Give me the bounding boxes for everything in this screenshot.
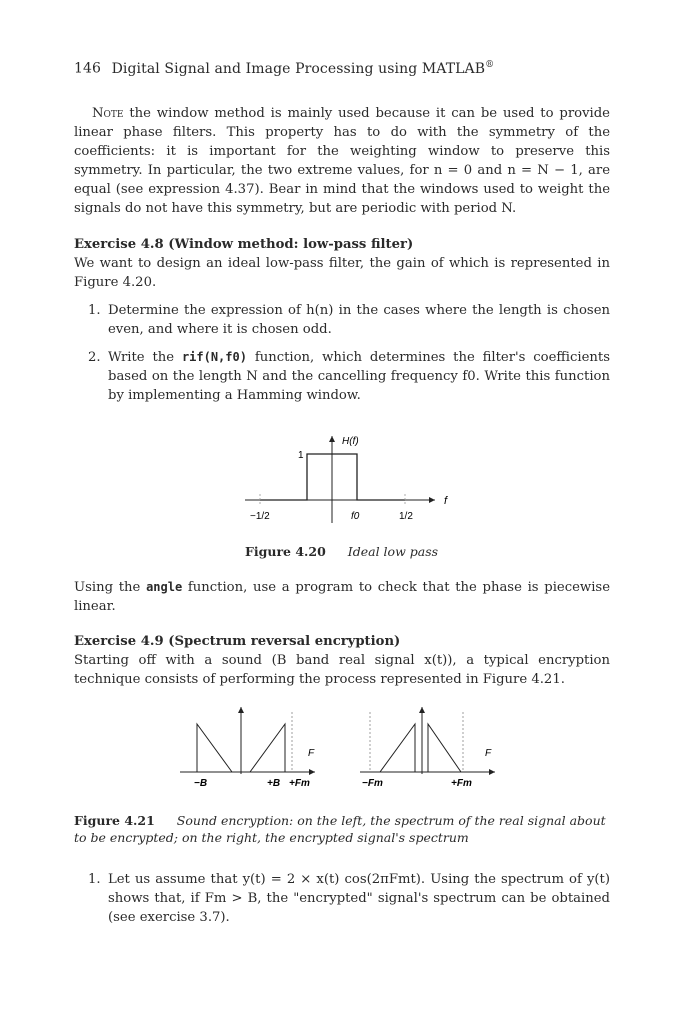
exercise-4-9-title: Exercise 4.9 (Spectrum reversal encryption): [74, 634, 401, 649]
right-label-f: F: [485, 748, 492, 759]
list-item: 1. Determine the expression of h(n) in the cases where the length is chosen even, and where it is chosen odd.: [88, 303, 610, 337]
figure-4-21-caption: Figure 4.21 Sound encryption: on the left, the spectrum of the real signal about to be encrypted; on the right, the encrypted signal's spectrum: [74, 813, 606, 845]
note-text: the window method is mainly used because it can be used to provide linear phase filters. This property has to do with the symmetry of the coefficients: it is important for the weighting window to preserve this symmetry. In particular, the two extreme values, for n = 0 and n = N − 1, are equal (see expression 4.37). Bear in mind that the windows used to weight the signals do not have this symmetry, but are periodic with period N.: [74, 106, 610, 216]
book-title: Digital Signal and Image Processing using MATLAB: [111, 60, 486, 77]
label-right-minus-fm: −Fm: [362, 778, 383, 789]
left-label-f: F: [308, 748, 315, 759]
exercise-4-8-list: [74, 301, 610, 405]
left-triangle-negative: [197, 724, 232, 772]
running-header: [74, 60, 494, 77]
exercise-4-8-title: Exercise 4.8 (Window method: low-pass filter): [74, 237, 414, 252]
label-minus-half: −1/2: [250, 511, 270, 522]
label-hf: H(f): [342, 436, 359, 447]
right-triangle-positive: [428, 724, 461, 772]
label-right-plus-fm: +Fm: [451, 778, 472, 789]
label-minus-b: −B: [194, 778, 208, 789]
code-rif: rif(N,f0): [181, 350, 247, 364]
page-number: 146: [74, 60, 102, 77]
right-triangle-negative: [380, 724, 415, 772]
figure-4-21-spectrum-reversal: [175, 702, 515, 794]
angle-paragraph: Using the angle function, use a program to check that the phase is piecewise linear.: [74, 580, 611, 614]
note-label: Note: [92, 106, 124, 121]
label-half: 1/2: [399, 511, 413, 522]
note-paragraph: [74, 104, 610, 218]
list-item: 1. Let us assume that y(t) = 2 × x(t) cos(2πFmt). Using the spectrum of y(t) shows that, if Fm > B, the "encrypted" signal's spectrum can be obtained (see exercise 3.7).: [88, 872, 610, 925]
figure-4-20-caption: Figure 4.20 Ideal low pass: [245, 544, 439, 559]
label-plus-b: +B: [267, 778, 281, 789]
registered-mark: ®: [485, 60, 495, 70]
exercise-4-9-list: [74, 870, 610, 927]
label-f0: f0: [351, 511, 360, 522]
label-left-plus-fm: +Fm: [289, 778, 310, 789]
list-item: 2. Write the rif(N,f0) function, which determines the filter's coefficients based on the length N and the cancelling frequency f0. Write this function by implementing a Hamming window.: [88, 350, 610, 403]
exercise-4-8-intro: We want to design an ideal low-pass filter, the gain of which is represented in Figure 4.20.: [74, 256, 610, 290]
code-angle: angle: [146, 580, 183, 594]
figure-4-20-ideal-lowpass: [230, 428, 460, 528]
label-one: 1: [298, 450, 304, 461]
left-triangle-positive: [250, 724, 285, 772]
exercise-4-9-intro: Starting off with a sound (B band real signal x(t)), a typical encryption technique consists of performing the process represented in Figure 4.21.: [74, 653, 610, 687]
label-f: f: [444, 495, 448, 507]
